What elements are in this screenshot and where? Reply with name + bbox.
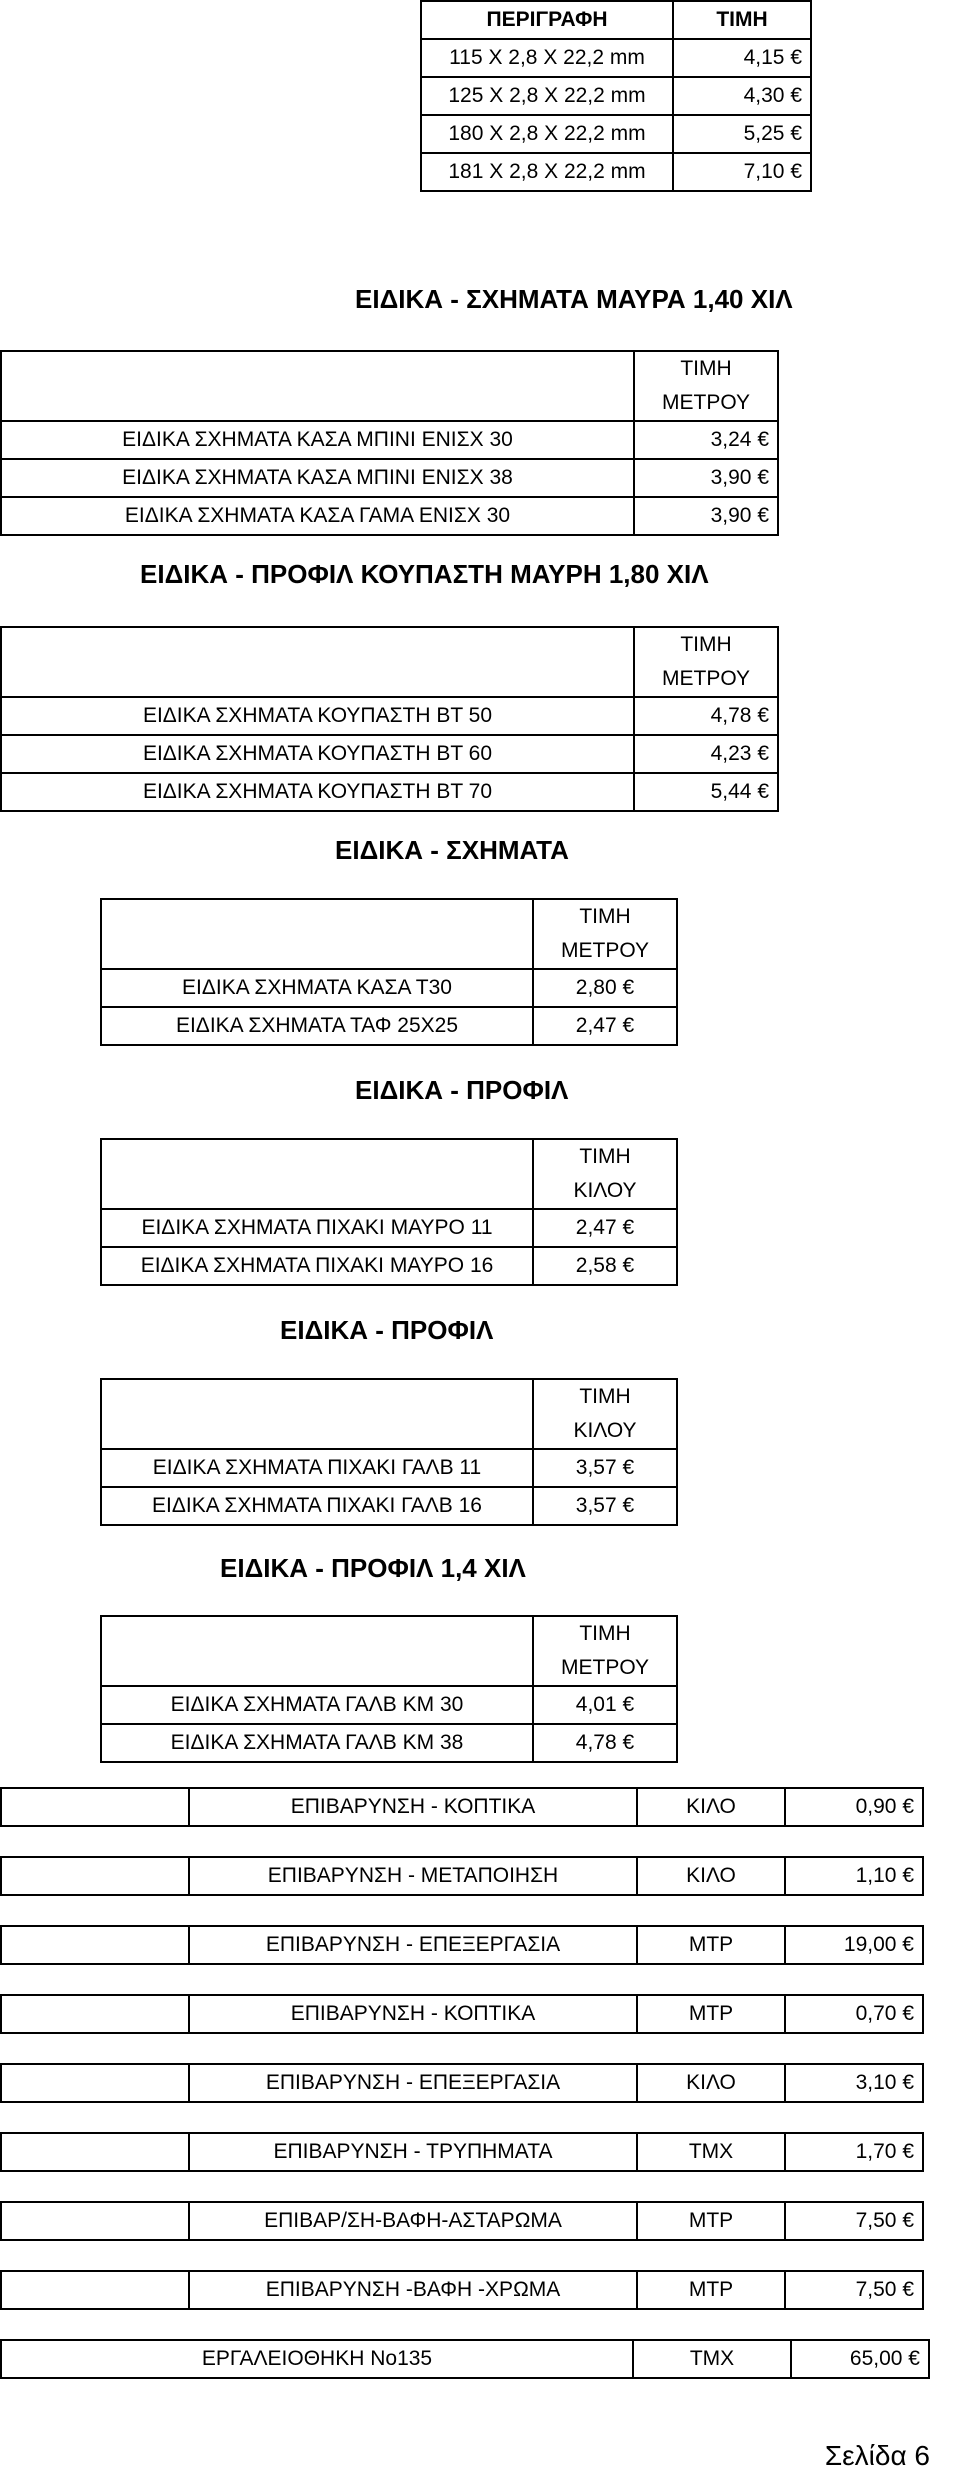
price-header-line2: ΜΕΤΡΟΥ	[561, 1656, 649, 1679]
surcharge-price: 0,70 €	[785, 1995, 923, 2033]
row-desc: ΕΙΔΙΚΑ ΣΧΗΜΑΤΑ ΠΙΧΑΚΙ ΓΑΛΒ 11	[101, 1449, 533, 1487]
section-title: ΕΙΔΙΚΑ - ΣΧΗΜΑΤΑ ΜΑΥΡΑ 1,40 ΧΙΛ	[355, 284, 793, 314]
surcharge-desc: ΕΠΙΒΑΡΥΝΣΗ - ΕΠΕΞΕΡΓΑΣΙΑ	[189, 1926, 637, 1964]
surcharge-price: 7,50 €	[785, 2202, 923, 2240]
row-price: 3,24 €	[634, 421, 778, 459]
section-title: ΕΙΔΙΚΑ - ΠΡΟΦΙΛ 1,4 ΧΙΛ	[220, 1553, 526, 1583]
row-price: 3,57 €	[533, 1487, 677, 1525]
surcharge-unit: ΚΙΛΟ	[637, 2064, 785, 2102]
header-description: ΠΕΡΙΓΡΑΦΗ	[421, 1, 673, 39]
row-price: 4,78 €	[634, 697, 778, 735]
header-blank	[1, 627, 634, 697]
price-header-line2: ΜΕΤΡΟΥ	[662, 667, 750, 690]
row-desc: ΕΙΔΙΚΑ ΣΧΗΜΑΤΑ ΚΟΥΠΑΣΤΗ ΒΤ 50	[1, 697, 634, 735]
row-desc: ΕΙΔΙΚΑ ΣΧΗΜΑΤΑ ΚΟΥΠΑΣΤΗ ΒΤ 60	[1, 735, 634, 773]
top-row-price: 4,15 €	[673, 39, 811, 77]
section-table	[100, 1138, 678, 1286]
surcharge-lead	[1, 2064, 189, 2102]
row-price: 2,58 €	[533, 1247, 677, 1285]
surcharge-lead	[1, 2202, 189, 2240]
toolbox-row	[0, 2339, 930, 2379]
row-price: 3,90 €	[634, 459, 778, 497]
surcharge-row	[0, 1925, 924, 1965]
price-header	[533, 1379, 677, 1449]
price-header-line2: ΚΙΛΟΥ	[573, 1419, 637, 1442]
price-header-line2: ΜΕΤΡΟΥ	[662, 391, 750, 414]
price-header-line1: ΤΙΜΗ	[579, 1622, 631, 1645]
page-number: Σελίδα 6	[824, 2440, 930, 2471]
price-header-line1: ΤΙΜΗ	[680, 357, 732, 380]
row-desc: ΕΙΔΙΚΑ ΣΧΗΜΑΤΑ ΚΑΣΑ Τ30	[101, 969, 533, 1007]
price-header-line1: ΤΙΜΗ	[680, 633, 732, 656]
section-table	[100, 898, 678, 1046]
surcharge-lead	[1, 1995, 189, 2033]
section-table	[0, 350, 779, 536]
top-row-desc: 180 Χ 2,8 Χ 22,2 mm	[421, 115, 673, 153]
top-row-price: 4,30 €	[673, 77, 811, 115]
section-title: ΕΙΔΙΚΑ - ΣΧΗΜΑΤΑ	[335, 835, 569, 865]
surcharge-unit: ΜΤΡ	[637, 2202, 785, 2240]
row-desc: ΕΙΔΙΚΑ ΣΧΗΜΑΤΑ ΓΑΛΒ ΚΜ 38	[101, 1724, 533, 1762]
row-desc: ΕΙΔΙΚΑ ΣΧΗΜΑΤΑ ΚΑΣΑ ΜΠΙΝΙ ΕΝΙΣΧ 30	[1, 421, 634, 459]
row-desc: ΕΙΔΙΚΑ ΣΧΗΜΑΤΑ ΠΙΧΑΚΙ ΜΑΥΡΟ 16	[101, 1247, 533, 1285]
row-price: 3,90 €	[634, 497, 778, 535]
surcharge-desc: ΕΠΙΒΑΡΥΝΣΗ - ΕΠΕΞΕΡΓΑΣΙΑ	[189, 2064, 637, 2102]
header-blank	[101, 1139, 533, 1209]
surcharge-price: 0,90 €	[785, 1788, 923, 1826]
surcharge-desc: ΕΠΙΒΑΡΥΝΣΗ -ΒΑΦΗ -ΧΡΩΜΑ	[189, 2271, 637, 2309]
row-desc: ΕΙΔΙΚΑ ΣΧΗΜΑΤΑ ΠΙΧΑΚΙ ΜΑΥΡΟ 11	[101, 1209, 533, 1247]
surcharge-price: 7,50 €	[785, 2271, 923, 2309]
price-header	[634, 351, 778, 421]
surcharge-row	[0, 1994, 924, 2034]
row-desc: ΕΙΔΙΚΑ ΣΧΗΜΑΤΑ ΚΑΣΑ ΓΑΜΑ ΕΝΙΣΧ 30	[1, 497, 634, 535]
surcharge-price: 1,70 €	[785, 2133, 923, 2171]
surcharge-lead	[1, 1788, 189, 1826]
price-header-line1: ΤΙΜΗ	[579, 1145, 631, 1168]
section-title: ΕΙΔΙΚΑ - ΠΡΟΦΙΛ	[355, 1075, 569, 1105]
row-desc: ΕΙΔΙΚΑ ΣΧΗΜΑΤΑ ΚΟΥΠΑΣΤΗ ΒΤ 70	[1, 773, 634, 811]
row-desc: ΕΙΔΙΚΑ ΣΧΗΜΑΤΑ ΚΑΣΑ ΜΠΙΝΙ ΕΝΙΣΧ 38	[1, 459, 634, 497]
surcharge-unit: ΜΤΡ	[637, 1926, 785, 1964]
surcharge-row	[0, 1856, 924, 1896]
surcharge-price: 1,10 €	[785, 1857, 923, 1895]
surcharge-unit: ΜΤΡ	[637, 1995, 785, 2033]
row-price: 5,44 €	[634, 773, 778, 811]
section-table	[100, 1378, 678, 1526]
surcharge-row	[0, 1787, 924, 1827]
header-blank	[101, 1379, 533, 1449]
row-price: 3,57 €	[533, 1449, 677, 1487]
surcharge-lead	[1, 1857, 189, 1895]
section-title: ΕΙΔΙΚΑ - ΠΡΟΦΙΛ	[280, 1315, 494, 1345]
row-desc: ΕΙΔΙΚΑ ΣΧΗΜΑΤΑ ΠΙΧΑΚΙ ΓΑΛΒ 16	[101, 1487, 533, 1525]
surcharge-desc: ΕΠΙΒΑΡΥΝΣΗ - ΜΕΤΑΠΟΙΗΣΗ	[189, 1857, 637, 1895]
top-row-price: 5,25 €	[673, 115, 811, 153]
row-desc: ΕΙΔΙΚΑ ΣΧΗΜΑΤΑ ΤΑΦ 25Χ25	[101, 1007, 533, 1045]
surcharge-desc: ΕΠΙΒΑΡ/ΣΗ-ΒΑΦΗ-ΑΣΤΑΡΩΜΑ	[189, 2202, 637, 2240]
toolbox-unit: ΤΜΧ	[633, 2340, 791, 2378]
section-table	[100, 1615, 678, 1763]
header-blank	[101, 1616, 533, 1686]
surcharge-price: 19,00 €	[785, 1926, 923, 1964]
toolbox-desc: ΕΡΓΑΛΕΙΟΘΗΚΗ Νο135	[1, 2340, 633, 2378]
top-price-table	[420, 0, 812, 192]
header-blank	[101, 899, 533, 969]
surcharge-unit: ΜΤΡ	[637, 2271, 785, 2309]
header-price: ΤΙΜΗ	[673, 1, 811, 39]
row-price: 2,47 €	[533, 1209, 677, 1247]
surcharge-price: 3,10 €	[785, 2064, 923, 2102]
surcharge-row	[0, 2063, 924, 2103]
price-header-line2: ΚΙΛΟΥ	[573, 1179, 637, 1202]
surcharge-row	[0, 2201, 924, 2241]
row-price: 4,23 €	[634, 735, 778, 773]
surcharge-desc: ΕΠΙΒΑΡΥΝΣΗ - ΚΟΠΤΙΚΑ	[189, 1788, 637, 1826]
toolbox-price: 65,00 €	[791, 2340, 929, 2378]
price-header-line2: ΜΕΤΡΟΥ	[561, 939, 649, 962]
surcharge-unit: ΚΙΛΟ	[637, 1788, 785, 1826]
row-price: 4,01 €	[533, 1686, 677, 1724]
surcharge-lead	[1, 1926, 189, 1964]
surcharge-lead	[1, 2133, 189, 2171]
header-blank	[1, 351, 634, 421]
top-row-price: 7,10 €	[673, 153, 811, 191]
top-row-desc: 115 Χ 2,8 Χ 22,2 mm	[421, 39, 673, 77]
surcharge-unit: ΚΙΛΟ	[637, 1857, 785, 1895]
surcharge-lead	[1, 2271, 189, 2309]
surcharge-row	[0, 2132, 924, 2172]
row-price: 4,78 €	[533, 1724, 677, 1762]
price-header	[533, 1139, 677, 1209]
surcharge-unit: ΤΜΧ	[637, 2133, 785, 2171]
price-header	[533, 899, 677, 969]
row-price: 2,47 €	[533, 1007, 677, 1045]
section-table	[0, 626, 779, 812]
price-header	[634, 627, 778, 697]
price-header-line1: ΤΙΜΗ	[579, 905, 631, 928]
row-desc: ΕΙΔΙΚΑ ΣΧΗΜΑΤΑ ΓΑΛΒ ΚΜ 30	[101, 1686, 533, 1724]
row-price: 2,80 €	[533, 969, 677, 1007]
top-row-desc: 125 Χ 2,8 Χ 22,2 mm	[421, 77, 673, 115]
top-row-desc: 181 Χ 2,8 Χ 22,2 mm	[421, 153, 673, 191]
surcharge-row	[0, 2270, 924, 2310]
price-header-line1: ΤΙΜΗ	[579, 1385, 631, 1408]
surcharge-desc: ΕΠΙΒΑΡΥΝΣΗ - ΚΟΠΤΙΚΑ	[189, 1995, 637, 2033]
price-header	[533, 1616, 677, 1686]
surcharge-desc: ΕΠΙΒΑΡΥΝΣΗ - ΤΡΥΠΗΜΑΤΑ	[189, 2133, 637, 2171]
section-title: ΕΙΔΙΚΑ - ΠΡΟΦΙΛ ΚΟΥΠΑΣΤΗ ΜΑΥΡΗ 1,80 ΧΙΛ	[140, 559, 709, 589]
